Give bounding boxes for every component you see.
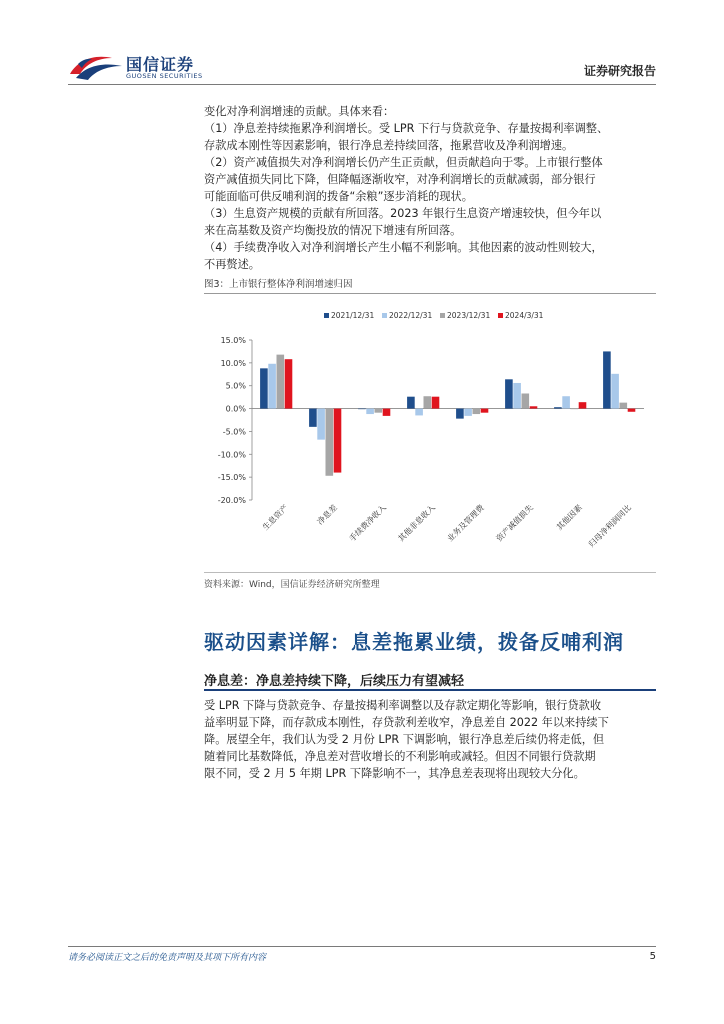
- intro-line: 变化对净利润增速的贡献。具体来看：: [204, 105, 395, 118]
- x-tick-label: 净息差: [315, 503, 339, 527]
- bar: [571, 409, 579, 410]
- y-tick-label: -10.0%: [217, 450, 246, 460]
- bar: [326, 409, 334, 476]
- intro-line: 存款成本刚性等因素影响，银行净息差持续回落，拖累营收及净利润增速。: [204, 139, 574, 152]
- bar: [268, 364, 276, 409]
- x-tick-label: 其他因素: [554, 503, 584, 533]
- figure-top-rule: [204, 293, 656, 294]
- paragraph-line: 益率明显下降，而存款成本刚性，存贷款利差收窄，净息差自 2022 年以来持续下: [204, 716, 609, 729]
- bar: [407, 397, 415, 409]
- y-tick-label: -15.0%: [217, 473, 246, 483]
- y-tick-label: 15.0%: [220, 336, 246, 345]
- logo-text-en: GUOSEN SECURITIES: [126, 72, 203, 80]
- intro-line: 可能面临可供反哺利润的拨备“余粮”逐步消耗的现状。: [204, 190, 473, 203]
- x-tick-label: 生息资产: [260, 503, 290, 533]
- legend-label: 2022/12/31: [389, 311, 433, 320]
- bar: [424, 396, 432, 408]
- logo-text-cn: 国信证券: [126, 55, 195, 74]
- bar: [366, 409, 374, 414]
- figure-title: 图3：上市银行整体净利润增速归因: [204, 279, 353, 290]
- bar: [481, 409, 489, 413]
- bar: [554, 407, 562, 408]
- header-divider: [68, 84, 656, 85]
- net-interest-margin-paragraph: [204, 697, 656, 782]
- y-tick-label: -20.0%: [217, 496, 246, 505]
- bar: [383, 409, 391, 416]
- bar: [464, 409, 472, 416]
- paragraph-line: 限不同，受 2 月 5 年期 LPR 下降影响不一，其净息差表现将出现较大分化。: [204, 767, 585, 780]
- legend-swatch: [498, 313, 503, 318]
- bar: [562, 396, 570, 408]
- intro-line: 来在高基数及资产均衡投放的情况下增速有所回落。: [204, 224, 462, 237]
- bar: [603, 351, 611, 408]
- bar: [317, 409, 325, 440]
- bar: [285, 359, 293, 408]
- bar: [579, 402, 587, 408]
- footer-divider: [68, 946, 656, 947]
- x-tick-label: 归母净利润同比: [586, 503, 633, 550]
- bar: [611, 374, 619, 409]
- bar: [415, 409, 423, 416]
- footer-disclaimer-link[interactable]: 请务必阅读正文之后的免责声明及其项下所有内容: [68, 953, 267, 963]
- bar: [522, 393, 530, 408]
- bar: [334, 409, 342, 473]
- subsection-rule: [204, 689, 656, 691]
- bar: [375, 409, 383, 413]
- paragraph-line: 降。展望全年，我们认为受 2 月份 LPR 下调影响，银行净息差后续仍将走低，但: [204, 733, 605, 746]
- bar: [505, 379, 513, 408]
- bar: [628, 409, 636, 412]
- x-tick-label: 其他非息收入: [396, 503, 437, 544]
- paragraph-line: 随着同比基数降低，净息差对营收增长的不利影响或减轻。但因不同银行贷款期: [204, 750, 596, 763]
- intro-line: 不再赘述。: [204, 258, 260, 271]
- paragraph-line: 受 LPR 下降与贷款竞争、存量按揭利率调整以及存款定期化等影响，银行贷款收: [204, 699, 602, 712]
- y-tick-label: 0.0%: [225, 404, 246, 414]
- legend-label: 2021/12/31: [331, 311, 375, 320]
- bar: [309, 409, 317, 427]
- figure-bottom-rule: [204, 572, 656, 573]
- intro-line: （3）生息资产规模的贡献有所回落。2023 年银行生息资产增速较快，但今年以: [204, 207, 602, 220]
- bar: [456, 409, 464, 419]
- x-tick-label: 手续费净收入: [347, 503, 388, 544]
- legend-swatch: [382, 313, 387, 318]
- guosen-logo: [68, 48, 218, 84]
- intro-line: （4）手续费净收入对净利润增长产生小幅不利影响。其他因素的波动性则较大，: [204, 241, 603, 254]
- report-type-label: 证券研究报告: [583, 64, 656, 78]
- intro-line: （1）净息差持续拖累净利润增长。受 LPR 下行与贷款竞争、存量按揭利率调整、: [204, 122, 609, 135]
- x-tick-label: 资产减值损失: [494, 503, 535, 544]
- bar: [260, 368, 268, 408]
- y-tick-label: 10.0%: [220, 358, 246, 368]
- bar: [432, 397, 440, 409]
- y-tick-label: 5.0%: [225, 381, 246, 391]
- intro-paragraph: [204, 103, 656, 273]
- bar: [358, 409, 366, 410]
- legend-label: 2024/3/31: [505, 311, 544, 320]
- page-number: 5: [649, 951, 656, 962]
- bar: [513, 383, 521, 409]
- bar: [620, 403, 628, 409]
- subsection-title: 净息差：净息差持续下降，后续压力有望减轻: [204, 674, 465, 689]
- legend-swatch: [440, 313, 445, 318]
- y-tick-label: -5.0%: [222, 427, 246, 437]
- legend-swatch: [324, 313, 329, 318]
- bar: [530, 406, 538, 408]
- bar: [473, 409, 481, 414]
- intro-line: （2）资产减值损失对净利润增长仍产生正贡献，但贡献趋向于零。上市银行整体: [204, 156, 603, 169]
- figure-source: 资料来源：Wind，国信证券经济研究所整理: [204, 580, 380, 590]
- net-profit-attribution-chart: [204, 296, 656, 570]
- guosen-logo-icon: [68, 52, 124, 82]
- x-tick-label: 业务及管理费: [445, 503, 486, 544]
- bar: [277, 355, 285, 409]
- page-header: [0, 0, 724, 90]
- section-title: 驱动因素详解：息差拖累业绩，拨备反哺利润: [204, 630, 624, 654]
- legend-label: 2023/12/31: [447, 311, 491, 320]
- intro-line: 资产减值损失同比下降，但降幅逐渐收窄，对净利润增长的贡献减弱，部分银行: [204, 173, 596, 186]
